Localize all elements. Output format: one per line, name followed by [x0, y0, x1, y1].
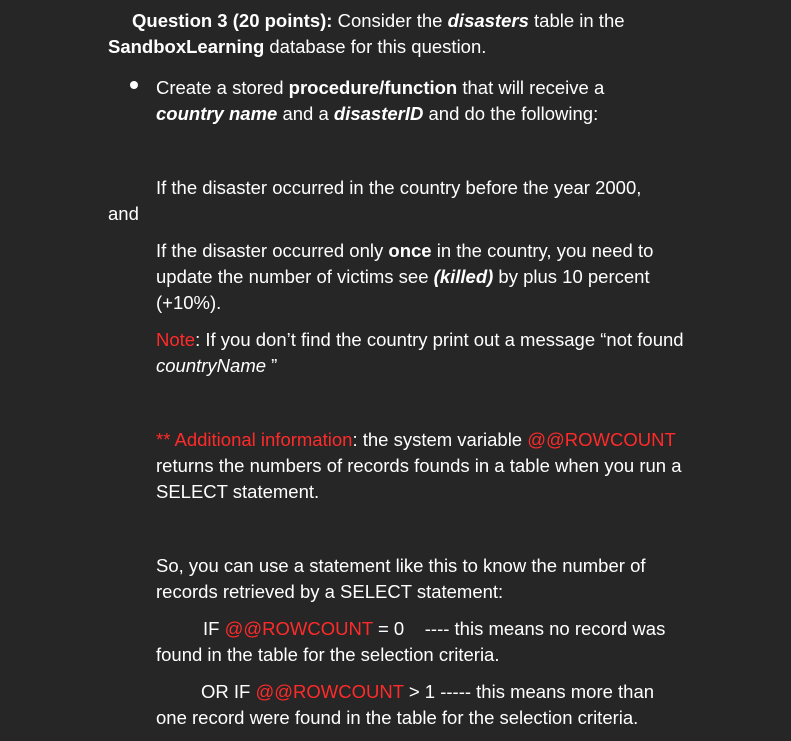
additional-text-2: returns the numbers of records founds in a table when you run a SELECT statement.: [156, 455, 682, 502]
example-2-prefix: OR IF: [201, 681, 256, 702]
condition-2-text-2: in the country, you need to update the number of victims see: [156, 240, 654, 287]
question-intro-3: database for this question.: [264, 36, 487, 57]
condition-2-text-1: If the disaster occurred only: [156, 240, 389, 261]
param-disaster-id: disasterID: [333, 103, 424, 124]
condition-2-text-3: by plus 10 percent (+10%).: [156, 266, 650, 313]
example-1-comment: ---- this means no record was found in the table for the selection criteria.: [156, 618, 666, 665]
bullet-keyword: procedure/function: [288, 77, 458, 98]
example-1-prefix: IF: [203, 618, 225, 639]
database-name: SandboxLearning: [108, 36, 265, 57]
bullet-text-4: and do the following:: [423, 103, 599, 124]
field-killed: (killed): [433, 266, 494, 287]
condition-2: [156, 238, 691, 316]
additional-info: [156, 427, 696, 505]
additional-text-1: : the system variable: [352, 429, 528, 450]
connector-and: and: [108, 203, 139, 224]
additional-label: ** Additional information: [156, 429, 353, 450]
bullet-text-1: Create a stored: [156, 77, 289, 98]
note-text-2: ”: [266, 355, 278, 376]
rowcount-variable: @@ROWCOUNT: [527, 429, 676, 450]
note-label: Note: [156, 329, 196, 350]
bullet-text-3: and a: [277, 103, 334, 124]
question-heading: Question 3 (20 points):: [132, 10, 333, 31]
example-2-comment: ----- this means more than one record were found in the table for the selection criteria.: [156, 681, 655, 728]
question-intro-1: Consider the: [332, 10, 448, 31]
example-2-comparison: > 1: [403, 681, 441, 702]
table-name: disasters: [447, 10, 529, 31]
example-1-variable: @@ROWCOUNT: [224, 618, 373, 639]
bullet-item: [156, 75, 636, 127]
usage-intro: So, you can use a statement like this to know the number of records retrieved by a SELECT statement:: [156, 555, 646, 602]
param-country-name: country name: [156, 103, 278, 124]
example-2: [156, 679, 686, 731]
bullet-text-2: that will receive a: [457, 77, 605, 98]
question-header: [108, 8, 708, 60]
question-intro-2: table in the: [528, 10, 625, 31]
example-2-variable: @@ROWCOUNT: [255, 681, 404, 702]
note: [156, 327, 696, 379]
condition-1: If the disaster occurred in the country before the year 2000,: [156, 177, 642, 198]
example-1-comparison: = 0: [372, 618, 425, 639]
example-1: [156, 616, 686, 668]
note-var: countryName: [156, 355, 267, 376]
note-text-1: : If you don’t find the country print out a message “not found: [195, 329, 684, 350]
condition-2-emphasis: once: [388, 240, 432, 261]
bullet-dot-icon: [130, 81, 138, 89]
